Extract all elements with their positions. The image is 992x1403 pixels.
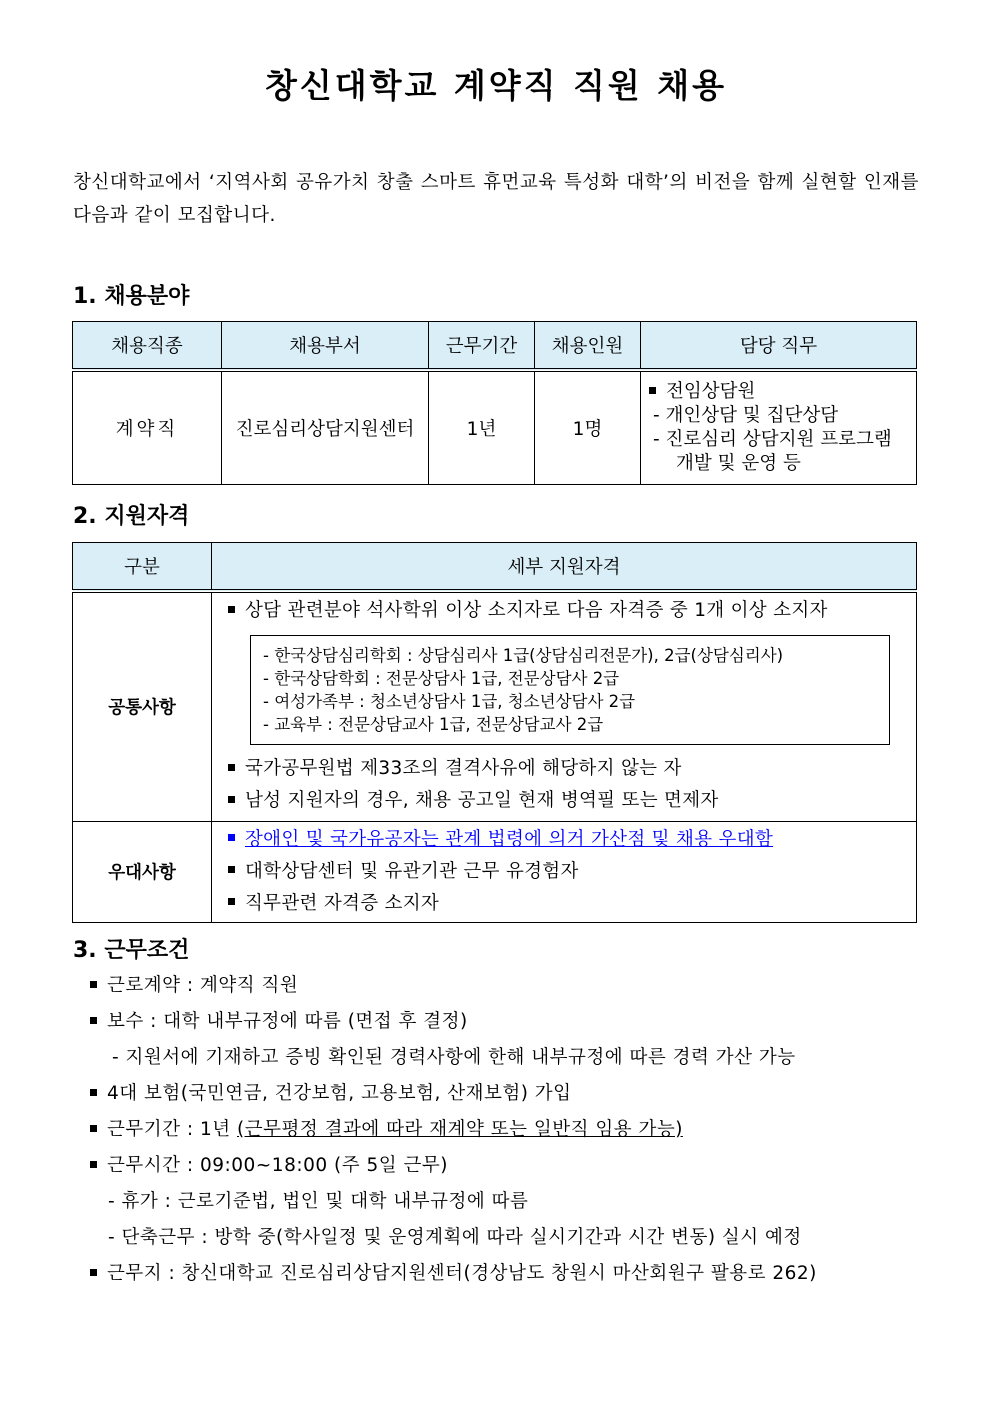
list-sub-item: - 지원서에 기재하고 증빙 확인된 경력사항에 한해 내부규정에 따른 경력 가산 가능	[112, 1047, 796, 1068]
list-item: 남성 지원자의 경우, 채용 공고일 현재 병역필 또는 면제자	[228, 785, 900, 817]
column-header: 세부 지원자격	[212, 543, 917, 592]
bullet-icon	[228, 898, 235, 905]
column-header: 채용부서	[222, 322, 429, 371]
period-cell: 1년	[429, 370, 535, 485]
certificate-box	[250, 635, 890, 745]
bullet-icon	[228, 764, 235, 771]
section-heading-qualifications: 2. 지원자격	[73, 504, 190, 529]
department-cell: 진로심리상담지원센터	[222, 370, 429, 485]
list-item: 상담 관련분야 석사학위 이상 소지자로 다음 자격증 중 1개 이상 소지자	[228, 595, 900, 627]
table-header-row	[73, 322, 917, 371]
list-item[interactable]	[228, 824, 900, 856]
preference-cell	[212, 821, 917, 922]
page-title: 창신대학교 계약직 직원 채용	[264, 66, 727, 105]
common-requirements-cell	[212, 591, 917, 821]
table-row	[73, 821, 917, 922]
table-row	[73, 370, 917, 485]
list-item: 직무관련 자격증 소지자	[228, 888, 900, 920]
duty-line: - 진로심리 상담지원 프로그램	[653, 429, 892, 450]
list-item: 보수 : 대학 내부규정에 따름 (면접 후 결정)	[90, 1004, 930, 1040]
common-requirements-label: 공통사항	[73, 591, 212, 821]
column-header: 담당 직무	[641, 322, 917, 371]
column-header: 근무기간	[429, 322, 535, 371]
section-heading-conditions: 3. 근무조건	[73, 938, 190, 963]
headcount-cell: 1명	[535, 370, 641, 485]
preference-link[interactable]: 장애인 및 국가유공자는 관계 법령에 의거 가산점 및 채용 우대함	[245, 828, 774, 850]
table-header-row	[73, 543, 917, 592]
column-header: 채용인원	[535, 322, 641, 371]
column-header: 채용직종	[73, 322, 222, 371]
certificate-item: - 교육부 : 전문상담교사 1급, 전문상담교사 2급	[263, 715, 604, 734]
list-item: 대학상담센터 및 유관기관 근무 유경험자	[228, 856, 900, 888]
list-sub-item: - 휴가 : 근로기준법, 법인 및 대학 내부규정에 따름	[108, 1191, 529, 1212]
employment-type-cell: 계약직	[73, 370, 222, 485]
bullet-icon	[228, 866, 235, 873]
list-item: 4대 보험(국민연금, 건강보험, 고용보험, 산재보험) 가입	[90, 1076, 930, 1112]
column-header: 구분	[73, 543, 212, 592]
list-item: 근무시간 : 09:00~18:00 (주 5일 근무)	[90, 1148, 930, 1184]
list-item: 근무기간 : 1년 (근무평정 결과에 따라 재계약 또는 일반직 임용 가능)	[90, 1112, 930, 1148]
work-conditions-list	[90, 968, 930, 1292]
certificate-item: - 한국상담학회 : 전문상담사 1급, 전문상담사 2급	[263, 669, 620, 688]
intro-paragraph: 창신대학교에서 ‘지역사회 공유가치 창출 스마트 휴먼교육 특성화 대학’의 비전을 함께 실현할 인재를 다음과 같이 모집합니다.	[73, 172, 919, 226]
list-item: 근로계약 : 계약직 직원	[90, 968, 930, 1004]
recruitment-field-table	[72, 321, 917, 485]
bullet-icon	[649, 387, 656, 394]
table-row	[73, 591, 917, 821]
bullet-icon	[228, 796, 235, 803]
certificate-item: - 여성가족부 : 청소년상담사 1급, 청소년상담사 2급	[263, 692, 636, 711]
bullet-icon	[90, 1089, 97, 1096]
bullet-icon	[228, 834, 235, 841]
duty-line: 개발 및 운영 등	[676, 453, 801, 474]
bullet-icon	[90, 1269, 97, 1276]
qualifications-table	[72, 542, 917, 923]
bullet-icon	[228, 606, 235, 613]
bullet-icon	[90, 1017, 97, 1024]
bullet-icon	[90, 1161, 97, 1168]
duties-cell	[641, 370, 917, 485]
bullet-icon	[90, 1125, 97, 1132]
preference-label: 우대사항	[73, 821, 212, 922]
bullet-icon	[90, 981, 97, 988]
duty-line: 전임상담원	[649, 380, 908, 404]
section-heading-recruitment-field: 1. 채용분야	[73, 284, 190, 309]
list-item: 근무지 : 창신대학교 진로심리상담지원센터(경상남도 창원시 마산회원구 팔용로 262)	[90, 1256, 930, 1292]
certificate-item: - 한국상담심리학회 : 상담심리사 1급(상담심리전문가), 2급(상담심리사)	[263, 646, 784, 665]
list-item: 국가공무원법 제33조의 결격사유에 해당하지 않는 자	[228, 753, 900, 785]
list-sub-item: - 단축근무 : 방학 중(학사일정 및 운영계획에 따라 실시기간과 시간 변동) 실시 예정	[108, 1227, 802, 1248]
duty-line: - 개인상담 및 집단상담	[653, 405, 839, 426]
